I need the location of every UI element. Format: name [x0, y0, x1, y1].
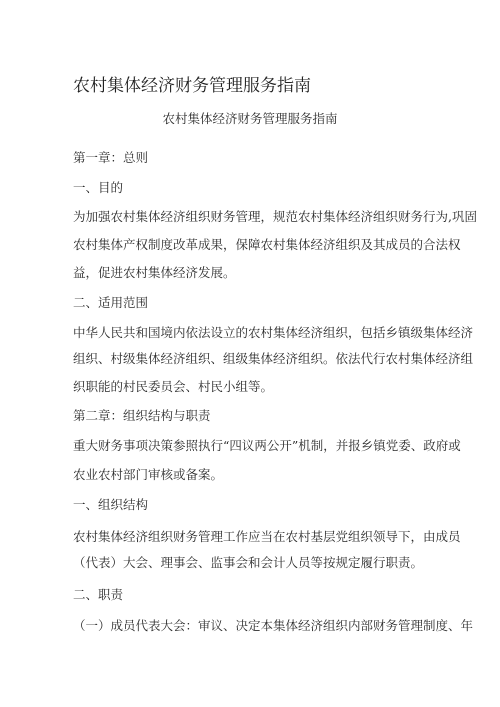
- paragraph-line: 织职能的村民委员会、村民小组等。: [73, 379, 274, 394]
- paragraph-line: 组织、村级集体经济组织、组级集体经济组织。依法代行农村集体经济组: [73, 351, 474, 366]
- section-heading: 二、职责: [73, 587, 124, 602]
- paragraph-line: 农业农村部门审核或备案。: [73, 467, 224, 482]
- paragraph-line: （一）成员代表大会：审议、决定本集体经济组织内部财务管理制度、年: [73, 618, 474, 633]
- section-heading: 一、组织结构: [73, 497, 149, 512]
- chapter-heading: 第二章：组织结构与职责: [73, 408, 211, 423]
- section-heading: 一、目的: [73, 180, 124, 195]
- chapter-heading: 第一章：总则: [73, 150, 149, 165]
- paragraph-line: 农村集体产权制度改革成果，保障农村集体经济组织及其成员的合法权: [73, 237, 461, 252]
- section-heading: 二、适用范围: [73, 295, 149, 310]
- paragraph-line: 中华人民共和国境内依法设立的农村集体经济组织，包括乡镇级集体经济: [73, 325, 474, 340]
- paragraph-line: 重大财务事项决策参照执行“四议两公开”机制，并报乡镇党委、政府或: [73, 438, 461, 453]
- document-title: 农村集体经济财务管理服务指南: [73, 76, 311, 96]
- document-subtitle: 农村集体经济财务管理服务指南: [162, 111, 338, 126]
- paragraph-line: 农村集体经济组织财务管理工作应当在农村基层党组织领导下，由成员: [73, 529, 461, 544]
- paragraph-line: 为加强农村集体经济组织财务管理，规范农村集体经济组织财务行为,巩固: [73, 209, 477, 224]
- paragraph-line: （代表）大会、理事会、监事会和会计人员等按规定履行职责。: [73, 555, 424, 570]
- paragraph-line: 益，促进农村集体经济发展。: [73, 265, 236, 280]
